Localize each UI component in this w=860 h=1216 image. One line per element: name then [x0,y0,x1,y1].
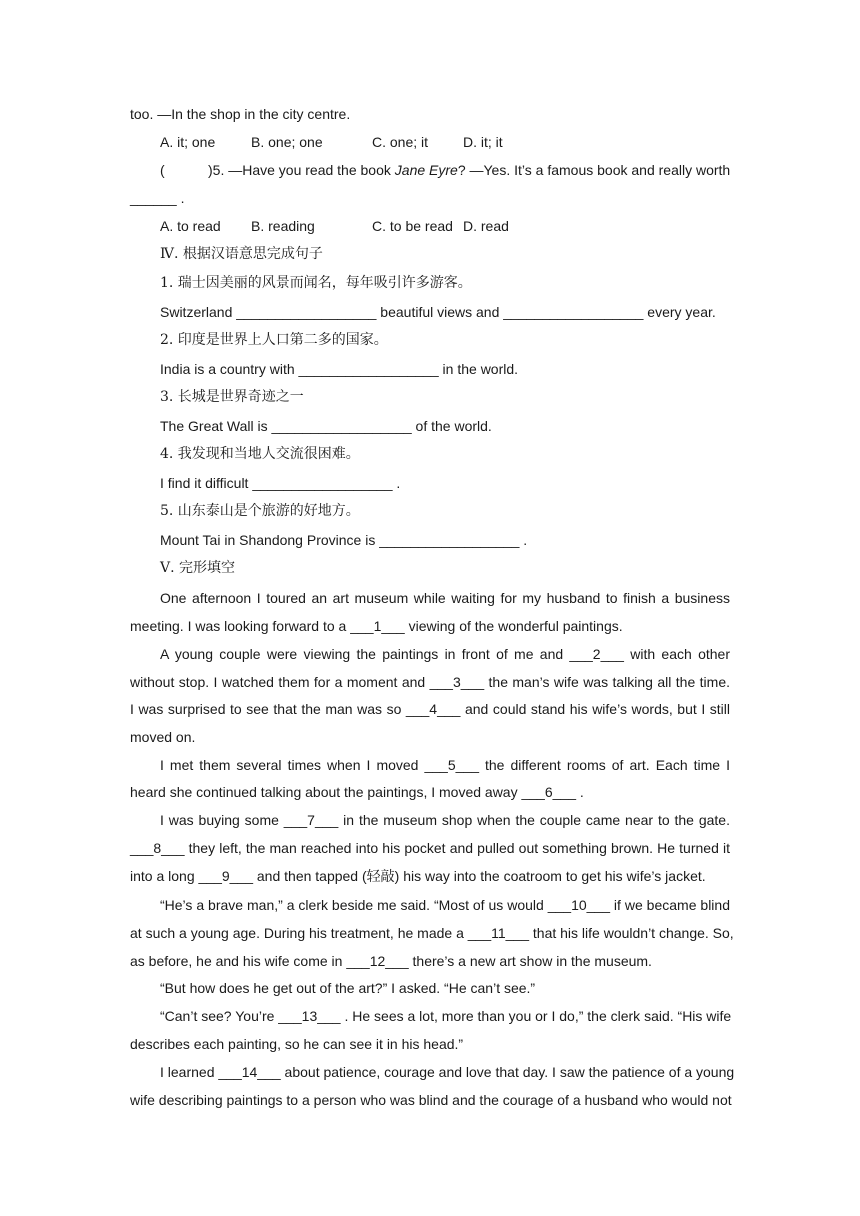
cloze-line: meeting. I was looking forward to a ___1___ viewing of the wonderful paintings. [130,618,623,634]
q5-option-b: B. reading [251,218,315,234]
q5-option-c: C. to be read [372,218,453,234]
cloze-line: describes each painting, so he can see it in his head.” [130,1036,464,1052]
cloze-line: wife describing paintings to a person who was blind and the courage of a husband who would not [130,1092,732,1108]
cloze-line: I met them several times when I moved ___5___ the different rooms of art. Each time I [160,757,730,773]
q4-option-a: A. it; one [160,134,216,150]
cloze-line: at such a young age. During his treatment, he made a ___11___ that his life wouldn’t change. So, [130,925,734,941]
cloze-line: I was buying some ___7___ in the museum shop when the couple came near to the gate. [160,812,730,828]
cloze-line: into a long ___9___ and then tapped (轻敲) his way into the coatroom to get his wife’s jacket. [130,868,706,884]
q5-answer-blank: ______ . [130,190,185,206]
q4-option-c: C. one; it [372,134,429,150]
section4-item2-english: India is a country with __________________ in the world. [160,361,519,377]
cloze-line: without stop. I watched them for a moment and ___3___ the man’s wife was talking all the time. [130,674,730,690]
section4-item3-chinese: 3. 长城是世界奇迹之一 [160,389,304,405]
section4-item2-chinese: 2. 印度是世界上人口第二多的国家。 [160,332,388,348]
q5-stem-end: ? —Yes. It’s a famous book and really worth [457,162,731,178]
cloze-line: “Can’t see? You’re ___13___ . He sees a lot, more than you or I do,” the clerk said. “His wife [160,1008,732,1024]
section4-item4-chinese: 4. 我发现和当地人交流很困难。 [160,446,360,462]
section4-item5-chinese: 5. 山东泰山是个旅游的好地方。 [160,503,360,519]
q5-option-d: D. read [463,218,509,234]
section4-item3-english: The Great Wall is __________________ of the world. [160,418,492,434]
q5-options [160,216,730,236]
q4-option-b: B. one; one [251,134,323,150]
cloze-line: One afternoon I toured an art museum while waiting for my husband to finish a business [160,590,730,606]
section4-item1-chinese: 1. 瑞士因美丽的风景而闻名，每年吸引许多游客。 [160,275,472,291]
cloze-line: I was surprised to see that the man was so ___4___ and could stand his wife’s words, but I still [130,701,730,717]
section4-heading: Ⅳ. 根据汉语意思完成句子 [160,246,323,262]
q4-stem-tail: too. —In the shop in the city centre. [130,106,351,122]
book-title: Jane Eyre [394,162,458,178]
section4-item4-english: I find it difficult __________________ . [160,475,401,491]
cloze-line: “But how does he get out of the art?” I asked. “He can’t see.” [160,980,536,996]
q5-option-a: A. to read [160,218,221,234]
cloze-line: “He’s a brave man,” a clerk beside me said. “Most of us would ___10___ if we became blind [160,897,730,913]
q5-stem [160,160,730,180]
q4-options [160,132,730,152]
q5-stem-start: )5. —Have you read the book [208,162,395,178]
cloze-line: ___8___ they left, the man reached into his pocket and pulled out something brown. He turned it [130,840,730,856]
section4-item1-english: Switzerland __________________ beautiful views and __________________ every year. [160,304,716,320]
cloze-line: heard she continued talking about the paintings, I moved away ___6___ . [130,784,584,800]
cloze-line: moved on. [130,729,196,745]
cloze-line: as before, he and his wife come in ___12___ there’s a new art show in the museum. [130,953,652,969]
section5-heading: Ⅴ. 完形填空 [160,560,236,576]
q4-option-d: D. it; it [463,134,503,150]
cloze-line: I learned ___14___ about patience, courage and love that day. I saw the patience of a young [160,1064,735,1080]
cloze-line: A young couple were viewing the paintings in front of me and ___2___ with each other [160,646,730,662]
section4-item5-english: Mount Tai in Shandong Province is __________________ . [160,532,528,548]
answer-bracket: ( [160,162,165,178]
